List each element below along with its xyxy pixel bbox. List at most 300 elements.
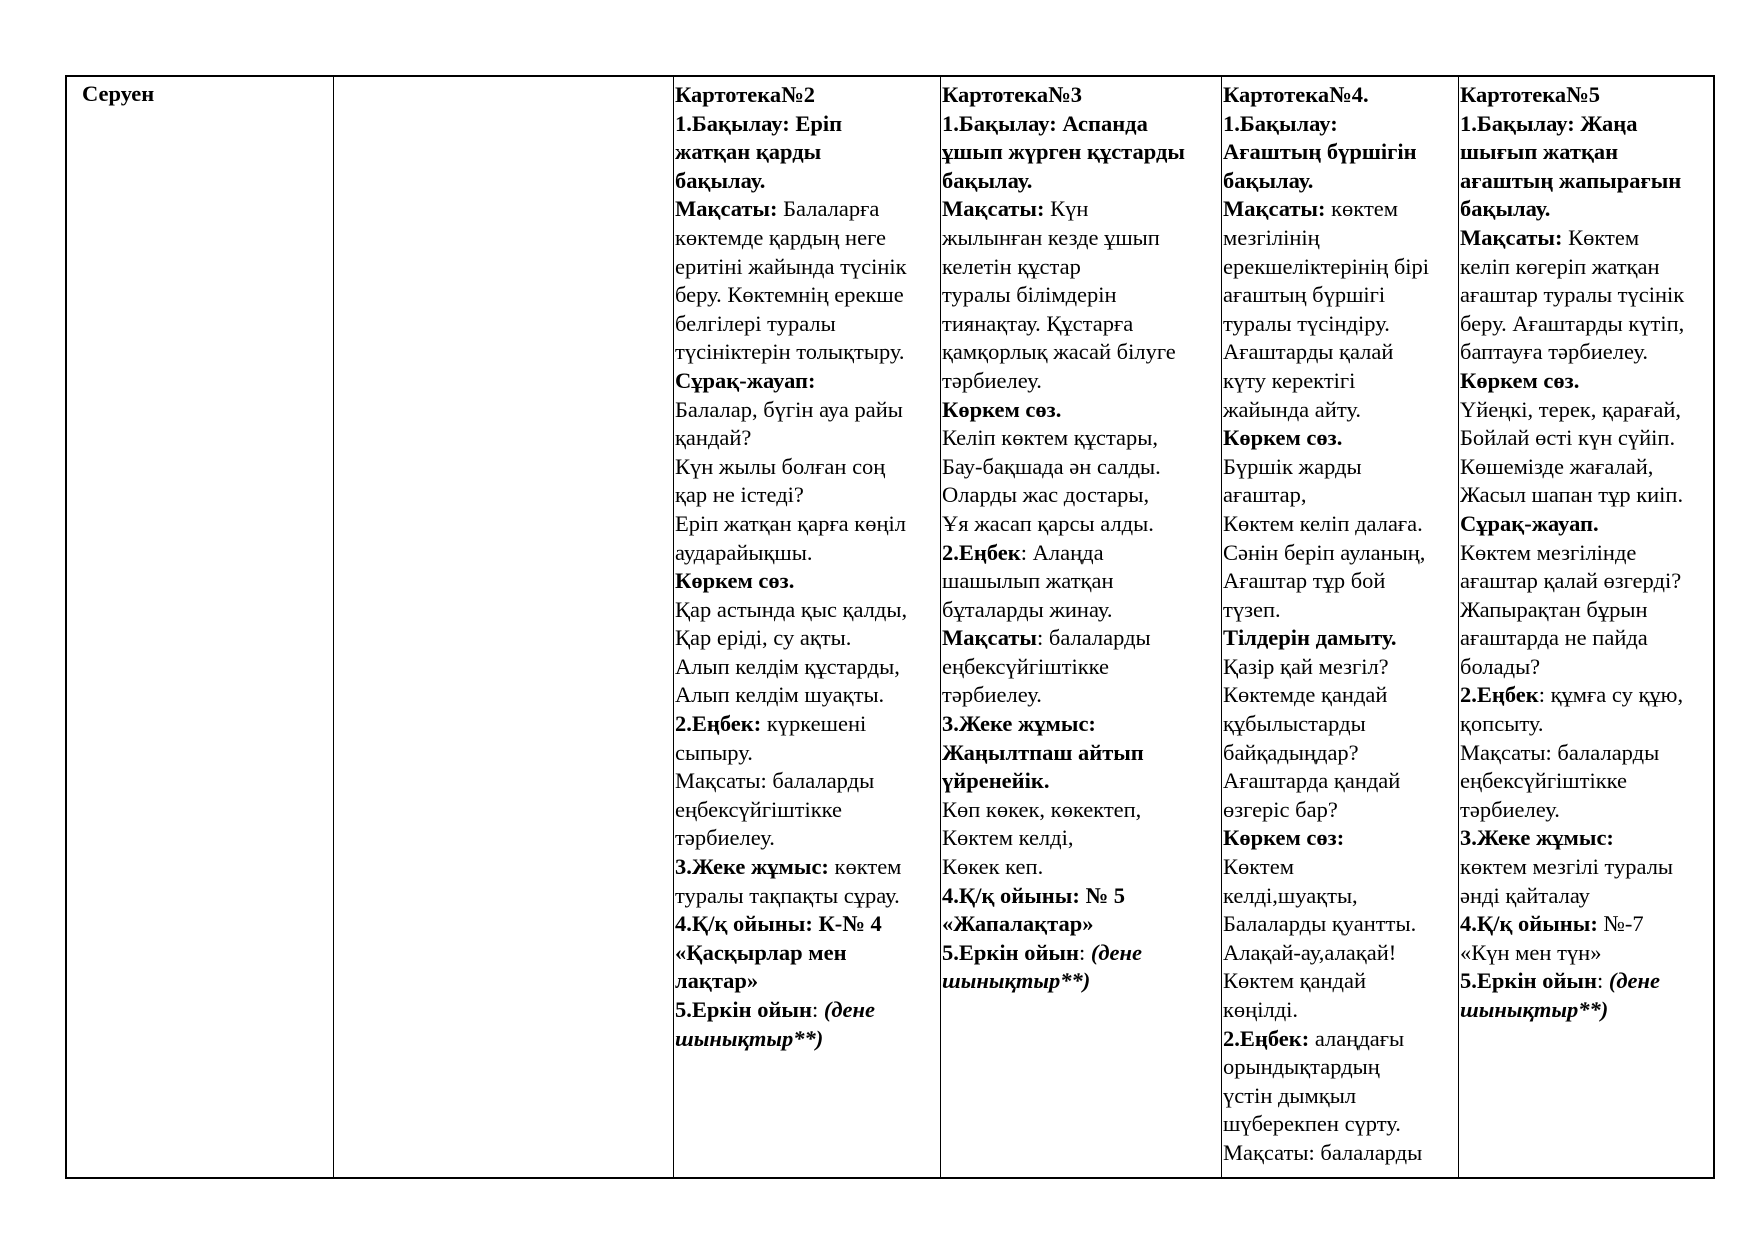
text-run: Көркем сөз. xyxy=(942,396,1062,422)
text-line xyxy=(675,310,940,339)
text-line xyxy=(1223,195,1458,224)
text-line xyxy=(1460,481,1715,510)
text-run: Тілдерін дамыту. xyxy=(1223,625,1397,651)
text-line xyxy=(942,539,1221,568)
text-line xyxy=(1460,853,1715,882)
text-line xyxy=(1223,424,1458,453)
text-run: Мақсаты: балаларды xyxy=(1223,1139,1423,1165)
text-line xyxy=(1460,167,1715,196)
text-run: ағаштың жапырағын xyxy=(1460,167,1682,193)
text-run: аударайықшы. xyxy=(675,539,813,565)
text-run: Еріп жатқан қарға көңіл xyxy=(675,510,906,536)
text-run: беру. Ағаштарды күтіп, xyxy=(1460,310,1685,336)
text-line xyxy=(1460,110,1715,139)
text-line xyxy=(1223,510,1458,539)
text-run: Ағаштың бүршігін xyxy=(1223,139,1417,165)
text-run: ағаштарда не пайда xyxy=(1460,625,1648,651)
text-run: мезгілінің xyxy=(1223,224,1320,250)
text-line xyxy=(1460,796,1715,825)
text-run: Қазір қай мезгіл? xyxy=(1223,653,1389,679)
text-run: ағаштар қалай өзгерді? xyxy=(1460,568,1682,594)
text-run: 1.Бақылау: Аспанда xyxy=(942,110,1148,136)
text-line xyxy=(1223,1082,1458,1111)
text-line xyxy=(1223,824,1458,853)
text-line xyxy=(675,224,940,253)
text-line xyxy=(942,567,1221,596)
text-run: 2.Еңбек: xyxy=(675,711,762,737)
text-run: Жасыл шапан тұр киіп. xyxy=(1460,482,1684,508)
text-line xyxy=(1460,310,1715,339)
text-line xyxy=(1223,81,1458,110)
text-run: тәрбиелеу. xyxy=(942,367,1042,393)
text-run: Ағаштар тұр бой xyxy=(1223,568,1386,594)
text-line xyxy=(675,110,940,139)
text-run: Картотека№2 xyxy=(675,82,815,107)
text-line xyxy=(675,424,940,453)
text-run: : Алаңда xyxy=(1020,539,1104,565)
text-line xyxy=(1223,967,1458,996)
text-line xyxy=(1460,281,1715,310)
text-run: ұшып жүрген құстарды xyxy=(942,139,1185,165)
text-run: Мақсаты: балаларды xyxy=(675,768,875,794)
text-line xyxy=(1223,481,1458,510)
text-line xyxy=(675,824,940,853)
text-line xyxy=(1223,396,1458,425)
text-line xyxy=(1460,138,1715,167)
text-run: Алып келдім құстарды, xyxy=(675,653,900,679)
text-run: Көкек кеп. xyxy=(942,854,1044,880)
text-line xyxy=(1223,539,1458,568)
text-run: сыпыру. xyxy=(675,739,753,765)
text-run: Балаларды қуантты. xyxy=(1223,911,1417,937)
text-line xyxy=(1460,195,1715,224)
text-line xyxy=(1460,253,1715,282)
text-run: : балаларды xyxy=(1037,625,1151,651)
text-line xyxy=(675,367,940,396)
text-line xyxy=(1223,710,1458,739)
text-run: Күн жылы болған соң xyxy=(675,453,886,479)
text-run: 2.Еңбек xyxy=(942,539,1021,565)
text-run: келді,шуақты, xyxy=(1223,882,1358,908)
text-line xyxy=(1223,910,1458,939)
text-line xyxy=(675,510,940,539)
text-line xyxy=(1460,824,1715,853)
text-run: Көркем сөз. xyxy=(675,568,795,594)
text-run: күту керектігі xyxy=(1223,367,1356,393)
text-line xyxy=(942,824,1221,853)
text-run: шынықтыр**) xyxy=(1460,997,1609,1022)
text-line xyxy=(675,453,940,482)
text-line xyxy=(942,138,1221,167)
text-line xyxy=(675,167,940,196)
text-line xyxy=(675,338,940,367)
text-line xyxy=(1460,710,1715,739)
text-line xyxy=(1223,310,1458,339)
text-line xyxy=(1223,110,1458,139)
text-run: Көп көкек, көкектеп, xyxy=(942,796,1142,822)
text-run: Ұя жасап қарсы алды. xyxy=(942,510,1154,536)
text-line xyxy=(942,167,1221,196)
text-run: байқадыңдар? xyxy=(1223,739,1359,765)
text-run: қандай? xyxy=(675,425,752,451)
text-run: қамқорлық жасай білуге xyxy=(942,339,1176,365)
text-run: көктем xyxy=(1325,196,1398,222)
text-run: Мақсаты: xyxy=(1460,224,1563,250)
text-line xyxy=(1460,596,1715,625)
text-run: бақылау. xyxy=(942,167,1033,193)
text-line xyxy=(1223,882,1458,911)
text-run: Көктем xyxy=(1223,854,1294,880)
empty-cell xyxy=(334,77,674,1177)
text-run: болады? xyxy=(1460,653,1541,679)
text-run: тәрбиелеу. xyxy=(675,825,775,851)
text-line xyxy=(1460,767,1715,796)
card-text xyxy=(1459,77,1715,1025)
text-run: 5.Еркін ойын xyxy=(942,939,1079,965)
text-line xyxy=(1223,167,1458,196)
text-run: жылынған кезде ұшып xyxy=(942,224,1160,250)
text-run: алаңдағы xyxy=(1309,1025,1405,1051)
text-run: шүберекпен сүрту. xyxy=(1223,1111,1401,1137)
text-run: Көктем келді, xyxy=(942,825,1074,851)
text-line xyxy=(942,853,1221,882)
text-run: 2.Еңбек xyxy=(1460,682,1539,708)
text-line xyxy=(1460,367,1715,396)
text-run: Көктем қандай xyxy=(1223,968,1367,994)
text-line xyxy=(1460,453,1715,482)
text-line xyxy=(1460,81,1715,110)
text-run: еңбексүйгіштікке xyxy=(1460,768,1627,794)
text-run: Ағаштарды қалай xyxy=(1223,339,1394,365)
text-run: бақылау. xyxy=(675,167,766,193)
text-run: 3.Жеке жұмыс: xyxy=(675,854,829,880)
text-line xyxy=(942,110,1221,139)
text-run: (дене xyxy=(823,997,875,1022)
text-line xyxy=(1460,939,1715,968)
row-label: Серуен xyxy=(82,81,155,106)
text-line xyxy=(675,253,940,282)
text-run: өзгеріс бар? xyxy=(1223,796,1338,822)
text-run: бақылау. xyxy=(1223,167,1314,193)
text-line xyxy=(1460,624,1715,653)
text-run: «Күн мен түн» xyxy=(1460,939,1602,965)
text-line xyxy=(1223,681,1458,710)
text-line xyxy=(675,81,940,110)
text-run: әнді қайталау xyxy=(1460,882,1590,908)
text-line xyxy=(675,624,940,653)
text-line xyxy=(1223,138,1458,167)
text-run: тиянақтау. Құстарға xyxy=(942,310,1134,336)
text-line xyxy=(942,939,1221,968)
text-run: қар не істеді? xyxy=(675,482,804,508)
text-line xyxy=(675,767,940,796)
text-line xyxy=(675,681,940,710)
text-line xyxy=(942,739,1221,768)
text-run: қопсыту. xyxy=(1460,711,1544,737)
text-line xyxy=(942,281,1221,310)
text-run: Көктем xyxy=(1562,224,1640,250)
text-line xyxy=(942,653,1221,682)
text-line xyxy=(1223,253,1458,282)
text-run: Алып келдім шуақты. xyxy=(675,682,885,708)
text-run: келіп көгеріп жатқан xyxy=(1460,253,1660,279)
text-run: құбылыстарды xyxy=(1223,711,1366,737)
text-run: Картотека№4. xyxy=(1223,82,1369,107)
text-run: ағаштар туралы түсінік xyxy=(1460,282,1685,308)
text-line xyxy=(1223,567,1458,596)
text-line xyxy=(675,967,940,996)
card-column-4 xyxy=(1222,77,1459,1177)
text-run: Балаларға xyxy=(777,196,880,222)
text-line xyxy=(942,195,1221,224)
text-line xyxy=(1223,338,1458,367)
text-run: түсініктерін толықтыру. xyxy=(675,339,905,365)
text-run: тәрбиелеу. xyxy=(1460,796,1560,822)
text-run: 1.Бақылау: Жаңа xyxy=(1460,110,1638,136)
text-run: 5.Еркін ойын xyxy=(675,997,812,1022)
text-run: 1.Бақылау: Еріп xyxy=(675,110,843,136)
text-line xyxy=(1223,453,1458,482)
text-run: 3.Жеке жұмыс: xyxy=(942,711,1096,737)
text-run: (дене xyxy=(1090,939,1142,965)
text-line xyxy=(942,481,1221,510)
text-run: Алақай-ау,алақай! xyxy=(1223,939,1397,965)
text-line xyxy=(942,624,1221,653)
text-run: ағаштың бүршігі xyxy=(1223,282,1386,308)
text-run: еритіні жайында түсінік xyxy=(675,253,907,279)
text-run: 4.Қ/қ ойыны: К-№ 4 xyxy=(675,911,882,937)
text-run: ерекшеліктерінің бірі xyxy=(1223,253,1430,279)
text-line xyxy=(1223,996,1458,1025)
text-line xyxy=(675,939,940,968)
text-run: Мақсаты: xyxy=(675,196,778,222)
text-run: Оларды жас достары, xyxy=(942,482,1150,508)
text-line xyxy=(675,710,940,739)
text-run: : xyxy=(1596,968,1609,994)
text-line xyxy=(675,195,940,224)
text-line xyxy=(675,853,940,882)
text-line xyxy=(1460,882,1715,911)
text-line xyxy=(1223,796,1458,825)
text-run: туралы тақпақты сұрау. xyxy=(675,882,900,908)
text-run: Бау-бақшада ән салды. xyxy=(942,453,1161,479)
card-text xyxy=(941,77,1221,996)
text-run: көктем мезгілі туралы xyxy=(1460,854,1674,880)
text-run: түзеп. xyxy=(1223,596,1281,622)
text-line xyxy=(1223,224,1458,253)
text-run: : құмға су құю, xyxy=(1538,682,1684,708)
text-line xyxy=(1460,739,1715,768)
text-run: үстін дымқыл xyxy=(1223,1082,1357,1108)
text-line xyxy=(675,596,940,625)
text-run: Балалар, бүгін ауа райы xyxy=(675,396,903,422)
text-line xyxy=(1223,1110,1458,1139)
text-run: Көркем сөз: xyxy=(1223,825,1345,851)
text-run: туралы білімдерін xyxy=(942,282,1117,308)
text-run: лақтар» xyxy=(675,968,759,994)
text-line xyxy=(1223,939,1458,968)
text-run: Бойлай өсті күн сүйіп. xyxy=(1460,425,1676,451)
text-run: беру. Көктемнің ерекше xyxy=(675,282,904,308)
text-line xyxy=(942,510,1221,539)
text-line xyxy=(942,681,1221,710)
text-run: 4.Қ/қ ойыны: № 5 xyxy=(942,882,1125,908)
row-label-cell xyxy=(67,77,334,1177)
text-run: Жаңылтпаш айтып xyxy=(942,739,1144,765)
text-run: Көшемізде жағалай, xyxy=(1460,453,1654,479)
text-line xyxy=(1460,338,1715,367)
text-run: тәрбиелеу. xyxy=(942,682,1042,708)
text-run: №-7 xyxy=(1597,911,1644,937)
text-run: Мақсаты xyxy=(942,625,1037,651)
text-run: туралы түсіндіру. xyxy=(1223,310,1390,336)
text-line xyxy=(1460,653,1715,682)
text-line xyxy=(675,882,940,911)
text-run: шашылып жатқан xyxy=(942,568,1114,594)
text-run: Жапырақтан бұрын xyxy=(1460,596,1648,622)
card-column-5 xyxy=(1459,77,1715,1177)
text-line xyxy=(675,739,940,768)
text-run: Үйеңкі, терек, қарағай, xyxy=(1460,396,1682,422)
text-run: (дене xyxy=(1608,968,1660,994)
text-line xyxy=(942,967,1221,996)
text-line xyxy=(675,481,940,510)
text-line xyxy=(1460,539,1715,568)
text-line xyxy=(1223,1139,1458,1168)
text-run: 4.Қ/қ ойыны: xyxy=(1460,911,1598,937)
text-line xyxy=(942,396,1221,425)
text-run: күркешені xyxy=(761,711,867,737)
text-run: Ағаштарда қандай xyxy=(1223,768,1401,794)
text-run: келетін құстар xyxy=(942,253,1081,279)
text-line xyxy=(675,281,940,310)
text-line xyxy=(1223,367,1458,396)
text-run: ағаштар, xyxy=(1223,482,1307,508)
text-line xyxy=(1223,596,1458,625)
card-text xyxy=(674,77,940,1053)
text-run: : xyxy=(811,997,824,1022)
text-run: жайында айту. xyxy=(1223,396,1361,422)
text-run: Сұрақ-жауап: xyxy=(675,367,816,393)
text-line xyxy=(942,796,1221,825)
text-line xyxy=(942,596,1221,625)
text-line xyxy=(1460,510,1715,539)
text-run: үйренейік. xyxy=(942,768,1050,794)
text-run: Қар астында қыс қалды, xyxy=(675,596,908,622)
text-line xyxy=(1223,1053,1458,1082)
text-run: Қар еріді, су ақты. xyxy=(675,625,852,651)
text-run: «Қасқырлар мен xyxy=(675,939,847,965)
text-line xyxy=(1223,624,1458,653)
text-line xyxy=(675,567,940,596)
text-run: Келіп көктем құстары, xyxy=(942,425,1159,451)
text-run: шынықтыр**) xyxy=(942,968,1091,994)
text-run: 5.Еркін ойын xyxy=(1460,968,1597,994)
text-run: орындықтардың xyxy=(1223,1054,1380,1080)
text-line xyxy=(1223,281,1458,310)
text-line xyxy=(1460,424,1715,453)
text-line xyxy=(675,396,940,425)
text-line xyxy=(942,910,1221,939)
text-line xyxy=(942,253,1221,282)
text-line xyxy=(942,81,1221,110)
text-line xyxy=(942,367,1221,396)
text-run: Күн xyxy=(1044,196,1089,222)
text-run: «Жапалақтар» xyxy=(942,911,1094,937)
text-run: жатқан қарды xyxy=(675,139,822,165)
text-run: Көктем мезгілінде xyxy=(1460,539,1637,565)
text-line xyxy=(675,539,940,568)
plan-table xyxy=(65,75,1715,1179)
text-line xyxy=(675,910,940,939)
text-run: Бүршік жарды xyxy=(1223,453,1362,479)
text-line xyxy=(942,882,1221,911)
text-line xyxy=(1460,681,1715,710)
text-line xyxy=(1460,567,1715,596)
text-line xyxy=(1460,910,1715,939)
text-line xyxy=(942,424,1221,453)
text-run: Сұрақ-жауап. xyxy=(1460,510,1599,536)
text-line xyxy=(1223,767,1458,796)
text-line xyxy=(675,796,940,825)
text-run: Көктемде қандай xyxy=(1223,682,1388,708)
text-line xyxy=(942,310,1221,339)
text-line xyxy=(942,224,1221,253)
text-line xyxy=(1223,1025,1458,1054)
text-run: Картотека№3 xyxy=(942,82,1082,107)
text-line xyxy=(1460,967,1715,996)
text-line xyxy=(675,996,940,1025)
text-run: Картотека№5 xyxy=(1460,82,1600,107)
text-line xyxy=(1223,853,1458,882)
card-column-2 xyxy=(674,77,941,1177)
text-line xyxy=(942,767,1221,796)
text-line xyxy=(1223,739,1458,768)
text-run: 1.Бақылау: xyxy=(1223,110,1338,136)
text-run: Мақсаты: xyxy=(942,196,1045,222)
text-run: белгілері туралы xyxy=(675,310,836,336)
text-run: бұталарды жинау. xyxy=(942,596,1113,622)
text-line xyxy=(675,138,940,167)
text-run: баптауға тәрбиелеу. xyxy=(1460,339,1649,365)
text-run: Көктем келіп далаға. xyxy=(1223,510,1423,536)
text-run: бақылау. xyxy=(1460,196,1551,222)
text-line xyxy=(1460,224,1715,253)
text-run: еңбексүйгіштікке xyxy=(942,653,1109,679)
text-run: шынықтыр**) xyxy=(675,1025,824,1051)
text-line xyxy=(675,653,940,682)
text-line xyxy=(942,453,1221,482)
card-text xyxy=(1222,77,1458,1168)
card-column-3 xyxy=(941,77,1222,1177)
text-run: 3.Жеке жұмыс: xyxy=(1460,825,1614,851)
text-line xyxy=(942,710,1221,739)
text-run: Көркем сөз. xyxy=(1460,367,1580,393)
text-line xyxy=(675,1025,940,1054)
text-line xyxy=(1223,653,1458,682)
text-run: көктем xyxy=(828,854,902,880)
text-run: Сәнін беріп ауланың, xyxy=(1223,539,1426,565)
text-run: көңілді. xyxy=(1223,997,1299,1022)
text-line xyxy=(1460,396,1715,425)
text-line xyxy=(942,338,1221,367)
text-run: : xyxy=(1078,939,1091,965)
text-run: Мақсаты: xyxy=(1223,196,1326,222)
text-run: Көркем сөз. xyxy=(1223,425,1343,451)
text-run: 2.Еңбек: xyxy=(1223,1025,1310,1051)
text-line xyxy=(1460,996,1715,1025)
text-run: көктемде қардың неге xyxy=(675,224,886,250)
